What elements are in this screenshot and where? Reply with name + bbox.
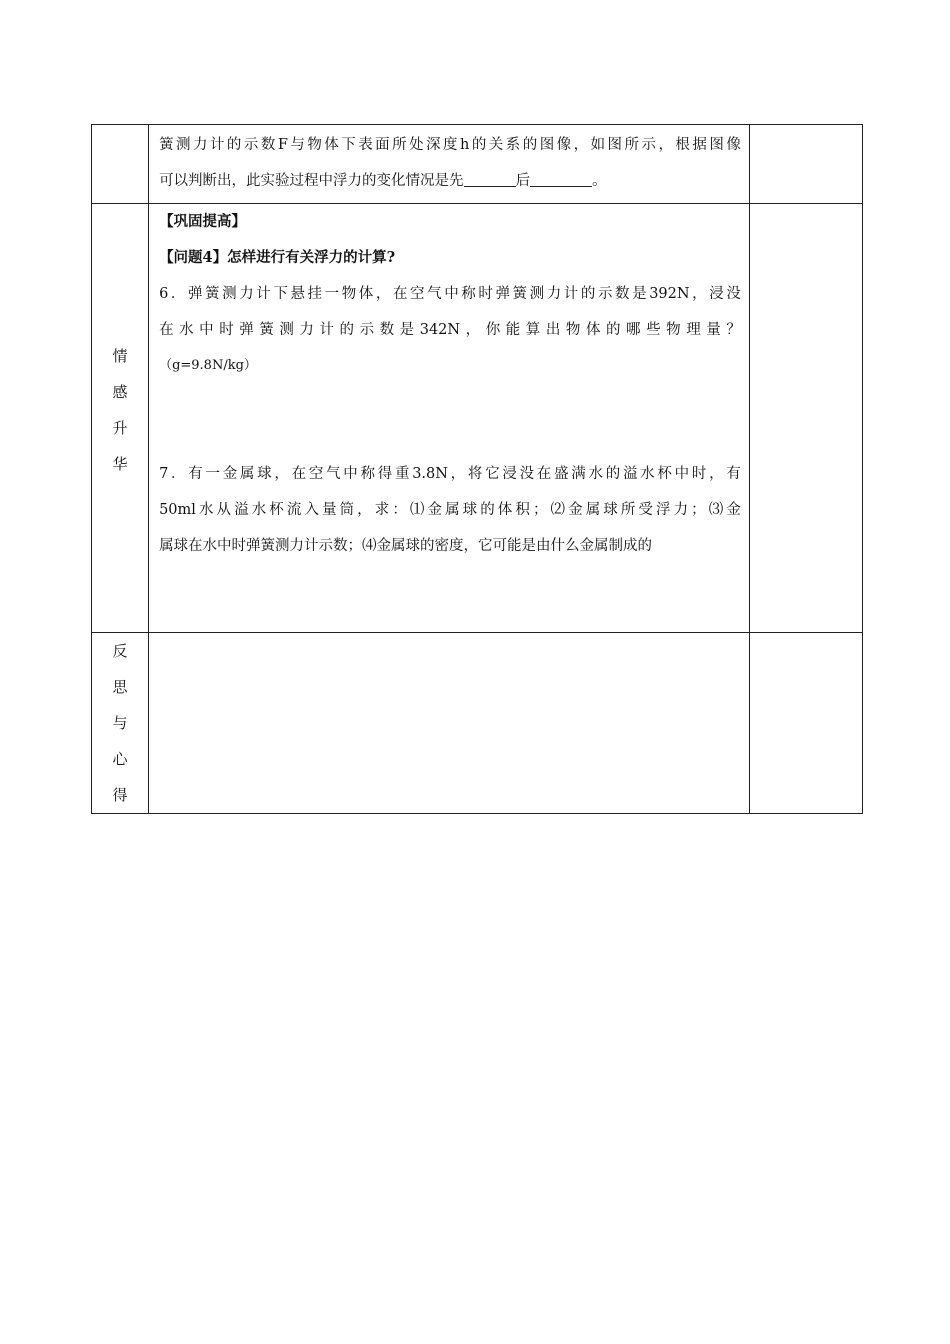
sentence-part: 可以判断出，此实验过程中浮力的变化情况是先	[159, 173, 464, 189]
question-6-line: 在水中时弹簧测力计的示数是342N，你能算出物体的哪些物理量？	[159, 322, 741, 338]
label-char: 与	[112, 714, 128, 732]
lesson-table	[91, 124, 863, 814]
text-line: 簧测力计的示数F与物体下表面所处深度h的关系的图像，如图所示，根据图像	[159, 137, 741, 153]
question-7-line: 50ml水从溢水杯流入量筒，求：⑴金属球的体积；⑵金属球所受浮力；⑶金	[159, 502, 741, 518]
label-char: 反	[112, 642, 128, 660]
sentence-part: 后	[515, 173, 531, 189]
label-char: 华	[112, 455, 128, 473]
question-7-line: 7．有一金属球，在空气中称得重3.8N，将它浸没在盛满水的溢水杯中时，有	[159, 466, 741, 482]
notes-cell	[749, 633, 862, 814]
section-label-cell	[92, 204, 149, 633]
section-content-cell	[149, 125, 750, 204]
sentence-part: 。	[592, 173, 607, 189]
section-label-emotion	[92, 204, 148, 482]
table-row	[92, 204, 863, 633]
notes-cell	[749, 125, 862, 204]
answer-blank[interactable]	[530, 168, 592, 187]
reflection-writing-area[interactable]	[149, 633, 750, 814]
table-row	[92, 125, 863, 204]
section-label-cell	[92, 633, 149, 814]
label-char: 感	[112, 383, 128, 401]
answer-space[interactable]	[159, 384, 741, 456]
section-label-reflection	[92, 633, 148, 813]
section-heading: 【巩固提高】	[159, 213, 247, 230]
label-char: 情	[112, 347, 128, 365]
question-title: 【问题4】怎样进行有关浮力的计算?	[159, 249, 396, 266]
table-row	[92, 633, 863, 814]
question-6-line: 6．弹簧测力计下悬挂一物体，在空气中称时弹簧测力计的示数是392N，浸没	[159, 286, 741, 302]
label-char: 得	[112, 786, 128, 804]
label-char: 心	[112, 750, 128, 768]
answer-blank[interactable]	[464, 168, 516, 187]
question-7-line: 属球在水中时弹簧测力计示数；⑷金属球的密度，它可能是由什么金属制成的	[159, 538, 653, 554]
section-content-cell	[149, 204, 750, 633]
label-char: 思	[112, 678, 128, 696]
question-6-line: （g=9.8N/kg）	[159, 358, 257, 373]
fill-blank-sentence	[159, 163, 741, 199]
label-char: 升	[112, 419, 128, 437]
section-label-cell	[92, 125, 149, 204]
notes-cell	[749, 204, 862, 633]
